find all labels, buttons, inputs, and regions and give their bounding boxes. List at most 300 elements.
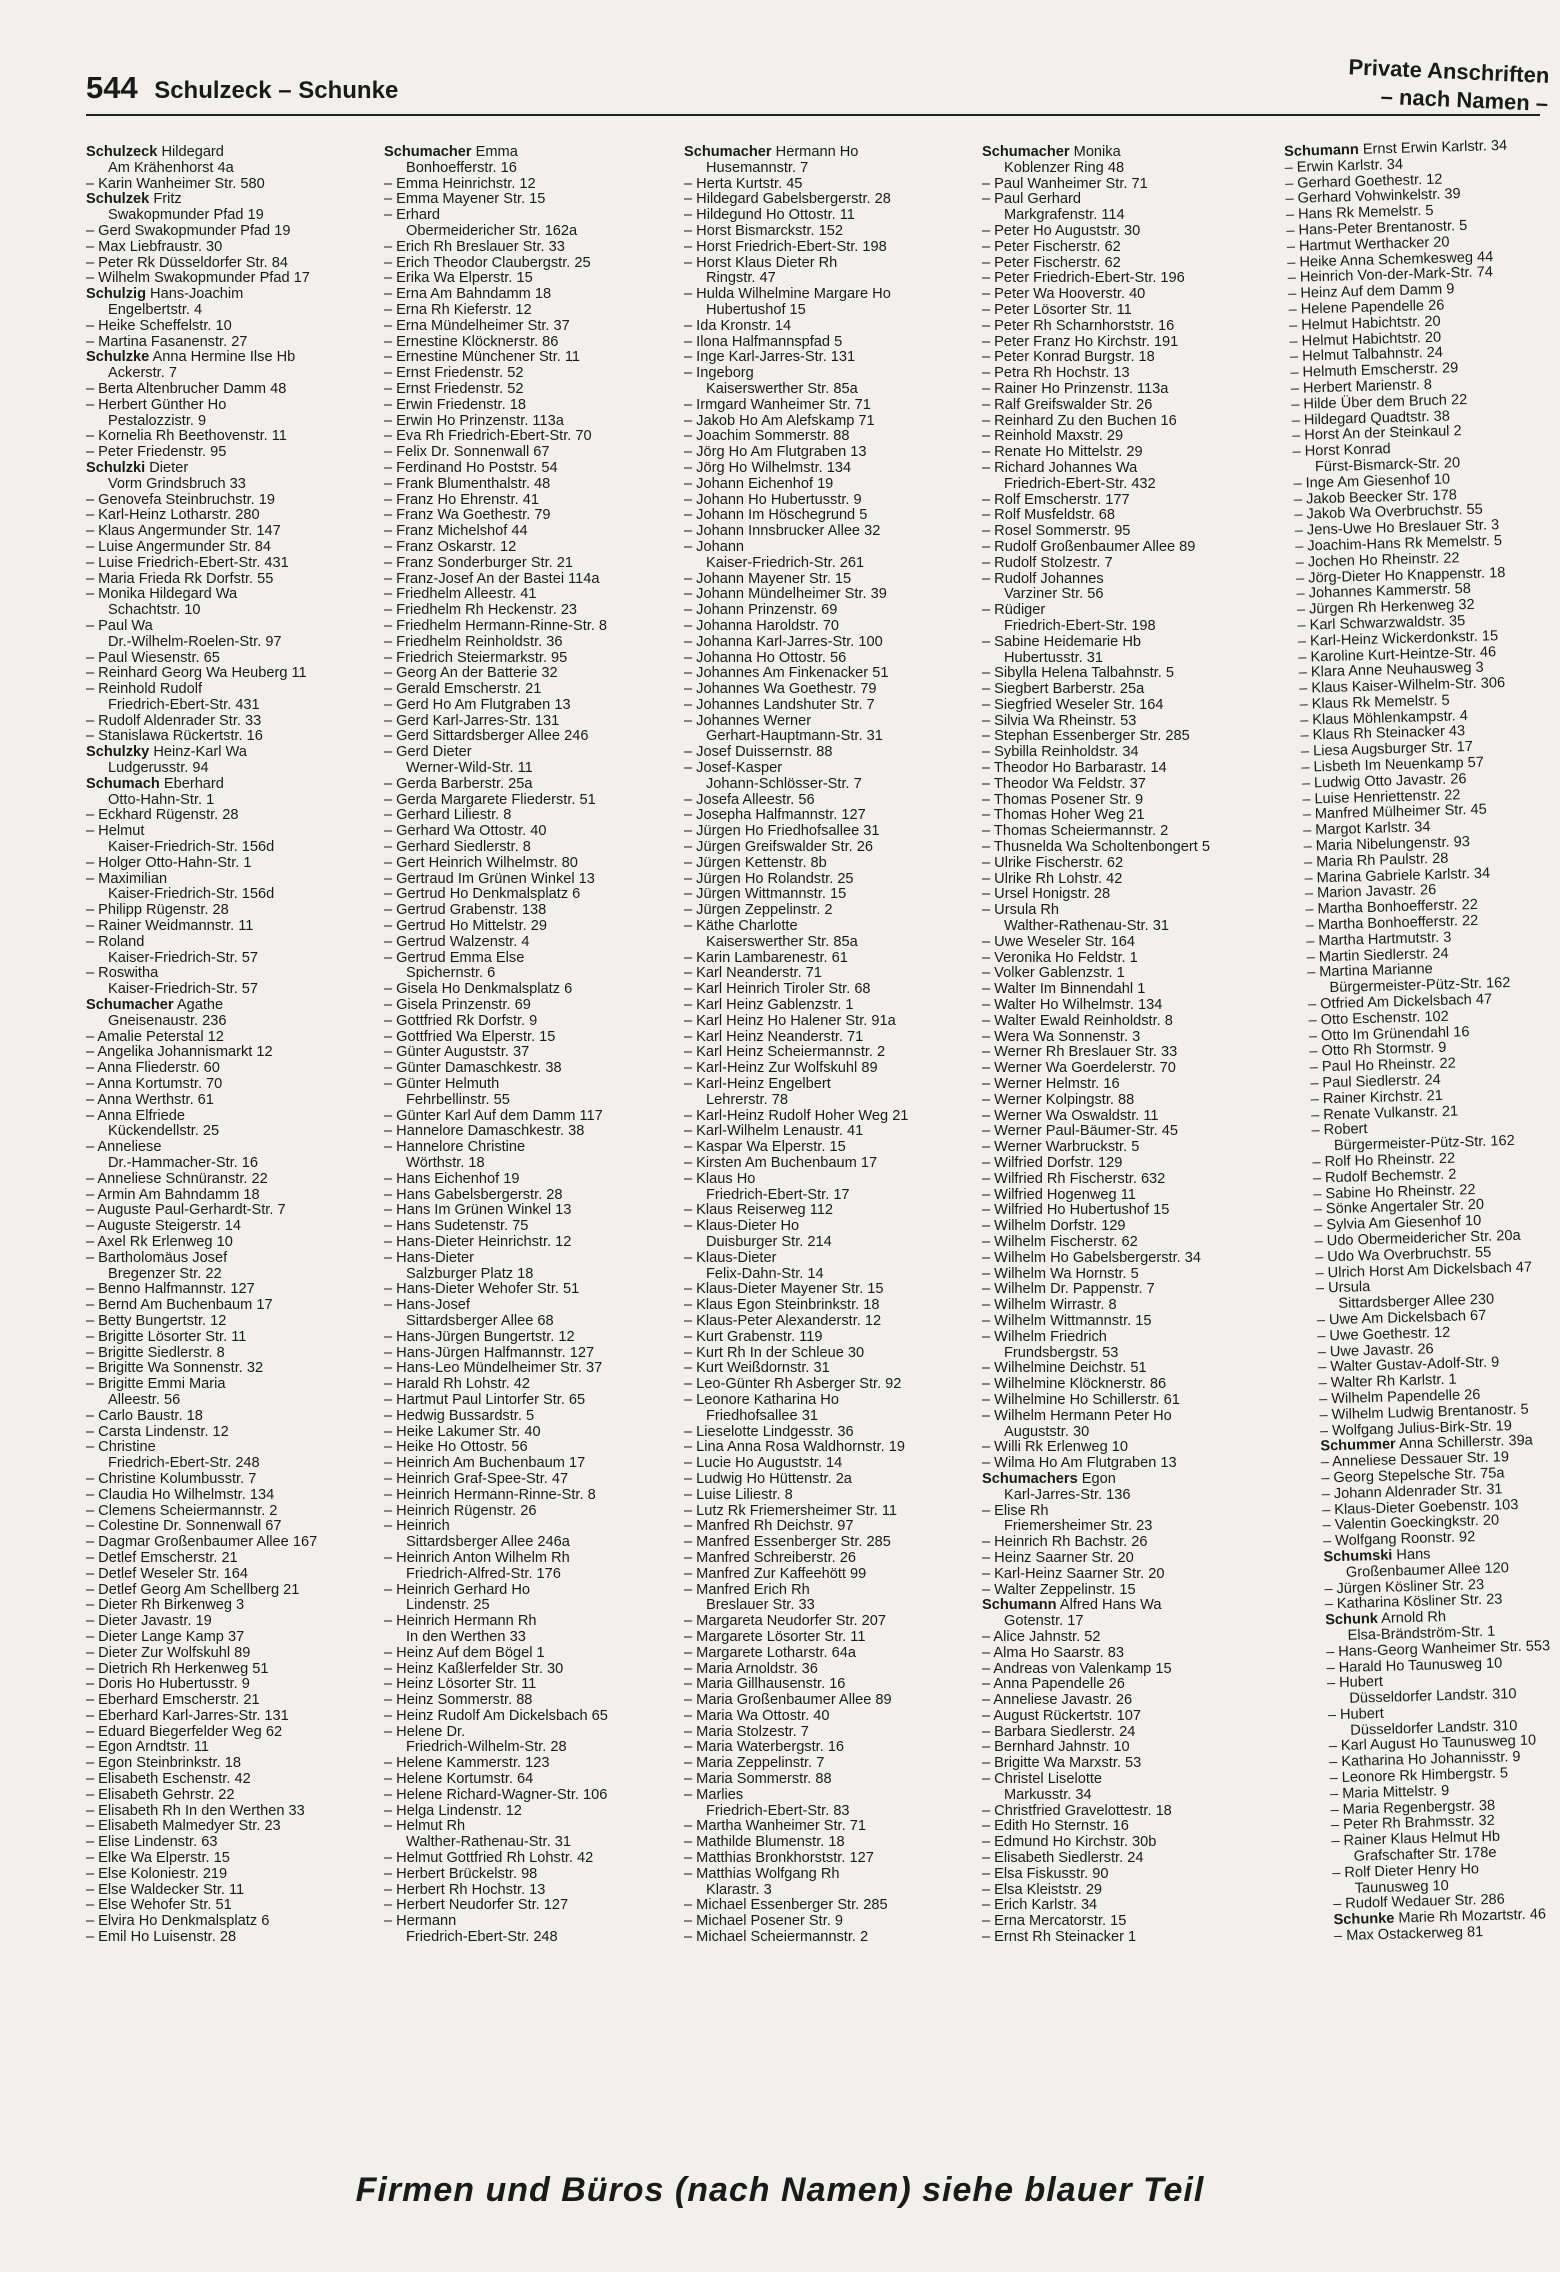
listing-entry: – Friedhelm Alleestr. 41 [384, 586, 537, 603]
listing-entry: – Karl-Wilhelm Lenaustr. 41 [684, 1123, 864, 1140]
listing-entry: – Sibylla Helena Talbahnstr. 5 [982, 665, 1175, 682]
listing-entry: – Walter Ho Wilhelmstr. 134 [982, 997, 1163, 1014]
listing-continuation: Am Krähenhorst 4a [108, 159, 234, 176]
listing-entry: – Margareta Neudorfer Str. 207 [684, 1613, 886, 1630]
listing-entry: – Wilhelm Fischerstr. 62 [982, 1233, 1138, 1250]
listing-entry: – Hans-Leo Mündelheimer Str. 37 [384, 1360, 603, 1377]
listing-entry: – Martha Wanheimer Str. 71 [684, 1818, 866, 1835]
listing-entry: – Stephan Essenberger Str. 285 [982, 728, 1190, 745]
listing-entry: – Rudolf Johannes [982, 570, 1104, 587]
listing-entry: – Heike Anna Schemkesweg 44 [1287, 248, 1494, 271]
listing-entry: – Hildegard Quadtstr. 38 [1291, 408, 1451, 429]
listing-entry: – Klaus-Dieter Mayener Str. 15 [684, 1281, 884, 1298]
listing-continuation: Engelbertstr. 4 [108, 301, 203, 318]
listing-entry: – Elvira Ho Denkmalsplatz 6 [86, 1913, 270, 1930]
listing-surname-entry: Schunk Arnold Rh [1324, 1609, 1447, 1629]
listing-entry: – Anneliese Dessauer Str. 19 [1320, 1449, 1510, 1471]
listing-entry: – Jakob Ho Am Alefskamp 71 [684, 412, 875, 429]
listing-entry: – Rolf Ho Rheinstr. 22 [1312, 1150, 1456, 1171]
listing-entry: – Benno Halfmannstr. 127 [86, 1281, 255, 1298]
listing-continuation: Ringstr. 47 [706, 270, 776, 287]
listing-entry: – Walter Rh Karlstr. 1 [1318, 1371, 1457, 1392]
listing-entry: – Erna Am Bahndamm 18 [384, 286, 552, 303]
listing-entry: – Emil Ho Luisenstr. 28 [86, 1929, 237, 1946]
listing-entry: – Johannes Landshuter Str. 7 [684, 696, 875, 713]
listing-entry: – Ralf Greifswalder Str. 26 [982, 396, 1153, 413]
listing-entry: – Karl-Heinz Lotharstr. 280 [86, 507, 260, 524]
listing-entry: – Otto Rh Stormstr. 9 [1309, 1040, 1447, 1061]
listing-entry: – Karl-Heinz Engelbert [684, 1076, 831, 1093]
listing-entry: – Johannes Wa Goethestr. 79 [684, 681, 877, 698]
listing-entry: – Joachim-Hans Rk Memelstr. 5 [1294, 532, 1503, 555]
listing-entry: – Josepha Halfmannstr. 127 [684, 807, 866, 824]
listing-entry: – Harald Ho Taunusweg 10 [1326, 1655, 1503, 1676]
listing-entry: – Peter Ho Auguststr. 30 [982, 222, 1141, 239]
listing-entry: – Hans-Georg Wanheimer Str. 553 [1325, 1637, 1551, 1661]
listing-continuation: Friemersheimer Str. 23 [1004, 1518, 1153, 1535]
surname: Schulzky [86, 744, 150, 761]
listing-entry: – Uwe Am Dickelsbach 67 [1316, 1307, 1487, 1329]
listing-entry: – Leo-Günter Rh Asberger Str. 92 [684, 1376, 902, 1393]
listing-entry: – Ida Kronstr. 14 [684, 317, 792, 334]
listing-entry: – Paul Wa [86, 617, 153, 634]
listing-surname-entry: Schumach Eberhard [86, 775, 224, 792]
listing-surname-entry: Schulzke Anna Hermine Ilse Hb [86, 349, 296, 366]
listing-entry: – Friedhelm Reinholdstr. 36 [384, 633, 563, 650]
listing-continuation: Spichernstr. 6 [406, 965, 496, 982]
listing-continuation: Dr.-Wilhelm-Roelen-Str. 97 [108, 633, 282, 650]
listing-entry: – Horst Klaus Dieter Rh [684, 254, 838, 271]
listing-continuation: Pestalozzistr. 9 [108, 412, 207, 429]
listing-entry: – Detlef Emscherstr. 21 [86, 1549, 238, 1566]
listing-entry: – Peter Konrad Burgstr. 18 [982, 349, 1155, 366]
listing-entry: – Helene Kortumstr. 64 [384, 1771, 534, 1788]
listing-entry: – Peter Rh Scharnhorststr. 16 [982, 317, 1175, 334]
listing-entry: – Barbara Siedlerstr. 24 [982, 1723, 1136, 1740]
listing-entry: – Alice Jahnstr. 52 [982, 1628, 1101, 1645]
listing-entry: – Reinhold Rudolf [86, 681, 203, 698]
listing-continuation: Kaiser-Friedrich-Str. 156d [108, 886, 275, 903]
listing-entry: – Elisabeth Rh In den Werthen 33 [86, 1802, 305, 1819]
listing-entry: – August Rückertstr. 107 [982, 1707, 1141, 1724]
surname: Schulzke [86, 349, 150, 366]
listing-entry: – Helga Lindenstr. 12 [384, 1802, 522, 1819]
listing-entry: – Reinhard Zu den Buchen 16 [982, 412, 1177, 429]
listing-entry: – Gerda Barberstr. 25a [384, 775, 533, 792]
listing-continuation: Kaiser-Friedrich-Str. 156d [108, 839, 275, 856]
listing-continuation: Obermeidericher Str. 162a [406, 222, 578, 239]
listing-entry: – Brigitte Emmi Maria [86, 1376, 226, 1393]
listing-entry: – Maria Frieda Rk Dorfstr. 55 [86, 570, 274, 587]
listing-continuation: Kückendellstr. 25 [108, 1123, 220, 1140]
listing-continuation: Fürst-Bismarck-Str. 20 [1314, 455, 1461, 476]
listing-entry: – Johann Aldenrader Str. 31 [1321, 1481, 1503, 1503]
listing-entry: – Peter Fischerstr. 62 [982, 254, 1121, 271]
listing-entry: – Robert [1311, 1121, 1368, 1140]
listing-entry: – Rainer Kirchstr. 21 [1310, 1087, 1444, 1108]
listing-entry: – Doris Ho Hubertusstr. 9 [86, 1676, 250, 1693]
listing-entry: – Gisela Ho Denkmalsplatz 6 [384, 981, 573, 998]
section-heading-line2: – nach Namen – [1380, 83, 1549, 116]
listing-entry: – Josefa Alleestr. 56 [684, 791, 815, 808]
listing-continuation: Friedrich-Ebert-Str. 198 [1004, 617, 1156, 634]
listing-entry: – Peter Friedenstr. 95 [86, 444, 227, 461]
listing-entry: – Helmut Talbahnstr. 24 [1289, 345, 1444, 366]
listing-entry: – Jürgen Ho Friedhofsallee 31 [684, 823, 880, 840]
listing-entry: – Elisabeth Gehrstr. 22 [86, 1786, 235, 1803]
listing-entry: – Manfred Schreiberstr. 26 [684, 1549, 856, 1566]
listing-entry: – Berta Altenbrucher Damm 48 [86, 380, 287, 397]
listing-continuation: Sittardsberger Allee 68 [406, 1312, 554, 1329]
listing-entry: – Ulrike Rh Lohstr. 42 [982, 870, 1123, 887]
listing-continuation: Johann-Schlösser-Str. 7 [706, 775, 862, 792]
listing-entry: – Jürgen Rh Herkenweg 32 [1296, 596, 1475, 618]
listing-entry: – Heinrich Rh Bachstr. 26 [982, 1534, 1148, 1551]
listing-surname-entry: Schumacher Emma [384, 144, 518, 160]
listing-entry: – Kirsten Am Buchenbaum 17 [684, 1155, 878, 1171]
listing-entry: – Hannelore Christine [384, 1139, 526, 1156]
listing-entry: – Dieter Zur Wolfskuhl 89 [86, 1644, 251, 1661]
listing-continuation: Dr.-Hammacher-Str. 16 [108, 1155, 259, 1171]
listing-continuation: Varziner Str. 56 [1004, 586, 1104, 603]
listing-entry: – Sabine Ho Rheinstr. 22 [1313, 1181, 1476, 1203]
footer-note: Firmen und Büros (nach Namen) siehe blauer Teil [355, 2171, 1205, 2209]
listing-entry: – Ingeborg [684, 365, 754, 382]
listing-entry: – Auguste Steigerstr. 14 [86, 1218, 241, 1235]
listing-entry: – Auguste Paul-Gerhardt-Str. 7 [86, 1202, 286, 1219]
listing-entry: – Ursel Honigstr. 28 [982, 886, 1111, 903]
listing-entry: – Luise Liliestr. 8 [684, 1486, 793, 1503]
listing-entry: – Rosel Sommerstr. 95 [982, 523, 1131, 540]
listing-continuation: Ludgerusstr. 94 [108, 760, 209, 777]
listing-entry: – Johanna Haroldstr. 70 [684, 617, 839, 634]
listing-entry: – Uwe Goethestr. 12 [1317, 1324, 1451, 1345]
listing-entry: – Alma Ho Saarstr. 83 [982, 1644, 1124, 1661]
listing-entry: – Ursula [1315, 1279, 1371, 1297]
listing-entry: – Detlef Weseler Str. 164 [86, 1565, 248, 1582]
listing-entry: – Horst Bismarckstr. 152 [684, 222, 843, 239]
listing-entry: – Lutz Rk Friemersheimer Str. 11 [684, 1502, 898, 1519]
listing-entry: – Ernestine Klöcknerstr. 86 [384, 333, 559, 350]
listing-continuation: Gotenstr. 17 [1004, 1613, 1084, 1630]
listing-entry: – Martina Fasanenstr. 27 [86, 333, 248, 350]
listing-entry: – Egon Arndtstr. 11 [86, 1739, 210, 1756]
listing-entry: – Amalie Peterstal 12 [86, 1028, 224, 1045]
listing-entry: – Manfred Essenberger Str. 285 [684, 1534, 891, 1551]
listing-continuation: Klarastr. 3 [706, 1881, 772, 1898]
listing-entry: – Wera Wa Sonnenstr. 3 [982, 1028, 1141, 1045]
listing-entry: – Klaus Rh Steinacker 43 [1300, 723, 1466, 745]
listing-entry: – Wilhelm Dr. Pappenstr. 7 [982, 1281, 1155, 1298]
listing-entry: – Luise Henriettenstr. 22 [1302, 787, 1461, 808]
listing-entry: – Heinz Kaßlerfelder Str. 30 [384, 1660, 564, 1677]
listing-entry: – Franz Oskarstr. 12 [384, 538, 517, 555]
surname: Schummer [1320, 1436, 1396, 1455]
listing-continuation: Karl-Jarres-Str. 136 [1004, 1486, 1131, 1503]
listing-entry: – Hermann [384, 1913, 457, 1930]
listing-entry: – Manfred Rh Deichstr. 97 [684, 1518, 854, 1535]
listing-entry: – Peter Wa Hooverstr. 40 [982, 286, 1146, 303]
listing-entry: – Rudolf Großenbaumer Allee 89 [982, 538, 1196, 555]
listing-surname-entry: Schumann Ernst Erwin Karlstr. 34 [1283, 137, 1508, 160]
listing-entry: – Paul Siedlerstr. 24 [1309, 1072, 1442, 1092]
listing-entry: – Herbert Neudorfer Str. 127 [384, 1897, 569, 1914]
listing-entry: – Erwin Karlstr. 34 [1284, 156, 1404, 176]
listing-entry: – Wilhelmine Klöcknerstr. 86 [982, 1376, 1167, 1393]
listing-entry: – Edith Ho Sternstr. 16 [982, 1818, 1129, 1835]
listing-entry: – Inge Karl-Jarres-Str. 131 [684, 349, 856, 366]
listing-continuation: Walther-Rathenau-Str. 31 [1004, 918, 1169, 935]
listing-entry: – Helmut [86, 823, 145, 840]
listing-entry: – Franz Michelshof 44 [384, 523, 528, 540]
listing-entry: – Edmund Ho Kirchstr. 30b [982, 1834, 1157, 1851]
listing-entry: – Carsta Lindenstr. 12 [86, 1423, 229, 1440]
surname: Schumacher [86, 997, 174, 1014]
listing-entry: – Helmut Habichtstr. 20 [1288, 313, 1441, 334]
listing-continuation: Swakopmunder Pfad 19 [108, 207, 264, 224]
listing-entry: – Jakob Wa Overbruchstr. 55 [1294, 501, 1483, 524]
listing-entry: – Gottfried Wa Elperstr. 15 [384, 1028, 556, 1045]
listing-entry: – Kurt Grabenstr. 119 [684, 1328, 823, 1345]
listing-entry: – Bernhard Jahnstr. 10 [982, 1739, 1130, 1756]
listing-continuation: Husemannstr. 7 [706, 159, 809, 176]
listing-entry: – Frank Blumenthalstr. 48 [384, 475, 551, 492]
listing-continuation: Otto-Hahn-Str. 1 [108, 791, 215, 808]
listing-entry: – Dieter Javastr. 19 [86, 1613, 212, 1630]
listing-continuation: Breslauer Str. 33 [706, 1597, 815, 1614]
listing-entry: – Klaus Möhlenkampstr. 4 [1299, 707, 1469, 729]
listing-entry: – Martha Hartmutstr. 3 [1306, 929, 1452, 950]
listing-entry: – Elisabeth Eschenstr. 42 [86, 1771, 251, 1788]
listing-entry: – Günter Auguststr. 37 [384, 1044, 530, 1061]
listing-entry: – Hedwig Bussardstr. 5 [384, 1407, 535, 1424]
listing-entry: – Bernd Am Buchenbaum 17 [86, 1297, 273, 1314]
listing-entry: – Dieter Lange Kamp 37 [86, 1628, 245, 1645]
listing-entry: – Egon Steinbrinkstr. 18 [86, 1755, 241, 1772]
listing-entry: – Johann Eichenhof 19 [684, 475, 834, 492]
listing-entry: – Maria Zeppelinstr. 7 [684, 1755, 825, 1772]
listing-entry: – Maria Mittelstr. 9 [1329, 1782, 1450, 1803]
section-heading [1347, 53, 1550, 118]
listing-entry: – Heinrich Am Buchenbaum 17 [384, 1455, 586, 1472]
listing-continuation: Gneisenaustr. 236 [108, 1012, 227, 1029]
listing-entry: – Holger Otto-Hahn-Str. 1 [86, 854, 252, 871]
listing-entry: – Georg An der Batterie 32 [384, 665, 558, 682]
listing-entry: – Horst Konrad [1292, 441, 1391, 461]
listing-entry: – Maria Großenbaumer Allee 89 [684, 1692, 892, 1709]
listing-entry: – Jürgen Kösliner Str. 23 [1324, 1576, 1485, 1597]
listing-entry: – Ferdinand Ho Poststr. 54 [384, 459, 558, 476]
listing-entry: – Josef Duissernstr. 88 [684, 744, 833, 761]
listing-entry: – Brigitte Wa Sonnenstr. 32 [86, 1360, 264, 1377]
listing-surname-entry: Schumann Alfred Hans Wa [982, 1597, 1162, 1614]
listing-entry: – Erna Rh Kieferstr. 12 [384, 301, 532, 318]
listing-entry: – Dagmar Großenbaumer Allee 167 [86, 1534, 318, 1551]
listing-entry: – Gertrud Ho Denkmalsplatz 6 [384, 886, 581, 903]
listing-entry: – Jörg Ho Wilhelmstr. 134 [684, 459, 852, 476]
column-5 [1284, 139, 1558, 1945]
listing-entry: – Kurt Weißdornstr. 31 [684, 1360, 830, 1377]
listing-continuation: Markgrafenstr. 114 [1004, 207, 1125, 224]
listing-entry: – Heinrich Gerhard Ho [384, 1581, 531, 1598]
listing-entry: – Brigitte Siedlerstr. 8 [86, 1344, 225, 1361]
listing-entry: – Karl Heinz Neanderstr. 71 [684, 1028, 864, 1045]
surname: Schumacher [384, 144, 472, 160]
listing-entry: – Johann Ho Hubertusstr. 9 [684, 491, 862, 508]
listing-entry: – Angelika Johannismarkt 12 [86, 1044, 273, 1061]
listing-entry: – Michael Scheiermannstr. 2 [684, 1929, 869, 1946]
listing-entry: – Wilma Ho Am Flutgraben 13 [982, 1455, 1177, 1472]
listing-continuation: Salzburger Platz 18 [406, 1265, 534, 1282]
surname: Schulzeck [86, 144, 158, 160]
listing-continuation: Bürgermeister-Pütz-Str. 162 [1333, 1133, 1516, 1155]
listing-surname-entry: Schumski Hans [1323, 1546, 1431, 1566]
listing-entry: – Else Koloniestr. 219 [86, 1865, 228, 1882]
listing-entry: – Gertrud Ho Mittelstr. 29 [384, 918, 548, 935]
listing-entry: – Gerd Ho Am Flutgraben 13 [384, 696, 571, 713]
listing-entry: – Dieter Rh Birkenweg 3 [86, 1597, 245, 1614]
listing-entry: – Heinz Rudolf Am Dickelsbach 65 [384, 1707, 608, 1724]
listing-entry: – Marlies [684, 1786, 744, 1803]
surname: Schulzek [86, 191, 150, 208]
listing-entry: – Maria Stolzestr. 7 [684, 1723, 809, 1740]
listing-entry: – Maria Rh Paulstr. 28 [1303, 850, 1449, 871]
listing-entry: – Margarete Lösorter Str. 11 [684, 1628, 866, 1645]
listing-entry: – Armin Am Bahndamm 18 [86, 1186, 260, 1203]
listing-surname-entry: Schunke Marie Rh Mozartstr. 46 [1333, 1906, 1547, 1929]
listing-entry: – Werner Helmstr. 16 [982, 1076, 1120, 1093]
listing-continuation: Alleestr. 56 [108, 1391, 181, 1408]
listing-entry: – Christfried Gravelottestr. 18 [982, 1802, 1172, 1819]
listing-entry: – Hans-Dieter Wehofer Str. 51 [384, 1281, 580, 1298]
listing-entry: – Erna Mercatorstr. 15 [982, 1913, 1127, 1930]
listing-entry: – Ernst Friedenstr. 52 [384, 365, 524, 382]
listing-entry: – Johann Mündelheimer Str. 39 [684, 586, 887, 603]
listing-entry: – Wilfried Hogenweg 11 [982, 1186, 1136, 1203]
listing-entry: – Peter Lösorter Str. 11 [982, 301, 1132, 318]
listing-entry: – Lina Anna Rosa Waldhornstr. 19 [684, 1439, 905, 1456]
listing-entry: – Heinrich [384, 1518, 450, 1535]
listing-entry: – Gertrud Grabenstr. 138 [384, 902, 547, 919]
listing-entry: – Werner Wa Oswaldstr. 11 [982, 1107, 1159, 1124]
listing-entry: – Siegfried Weseler Str. 164 [982, 696, 1164, 713]
listing-entry: – Helene Kammerstr. 123 [384, 1755, 550, 1772]
listing-entry: – Wilhelm Friedrich [982, 1328, 1107, 1345]
listing-continuation: Friedhofsallee 31 [706, 1407, 818, 1424]
listing-surname-entry: Schulzky Heinz-Karl Wa [86, 744, 247, 761]
listing-entry: – Klaus-Peter Alexanderstr. 12 [684, 1312, 882, 1329]
listing-continuation: Taunusweg 10 [1354, 1877, 1450, 1897]
listing-entry: – Klaus Rk Memelstr. 5 [1299, 692, 1450, 713]
listing-entry: – Karin Wanheimer Str. 580 [86, 175, 265, 192]
listing-entry: – Anneliese Schnüranstr. 22 [86, 1170, 268, 1187]
listing-entry: – Johannes Werner [684, 712, 812, 729]
listing-entry: – Christel Liselotte [982, 1771, 1103, 1788]
listing-continuation: Walther-Rathenau-Str. 31 [406, 1834, 571, 1851]
listing-entry: – Jörg-Dieter Ho Knappenstr. 18 [1295, 564, 1506, 587]
listing-continuation: Kaiser-Friedrich-Str. 57 [108, 981, 259, 998]
listing-entry: – Peter Franz Ho Kirchstr. 191 [982, 333, 1179, 350]
listing-entry: – Maria Regenbergstr. 38 [1330, 1797, 1496, 1819]
surname: Schulzig [86, 286, 146, 303]
listing-entry: – Rainer Ho Prinzenstr. 113a [982, 380, 1169, 397]
listing-entry: – Hans-Dieter [384, 1249, 475, 1266]
listing-entry: – Günter Damaschkestr. 38 [384, 1060, 562, 1077]
listing-entry: – Katharina Kösliner Str. 23 [1324, 1591, 1503, 1613]
listing-entry: – Erwin Ho Prinzenstr. 113a [384, 412, 564, 429]
listing-entry: – Otfried Am Dickelsbach 47 [1307, 991, 1493, 1013]
listing-entry: – Gert Heinrich Wilhelmstr. 80 [384, 854, 578, 871]
listing-entry: – Ernst Rh Steinacker 1 [982, 1929, 1137, 1946]
listing-entry: – Marina Gabriele Karlstr. 34 [1304, 865, 1491, 887]
listing-entry: – Anneliese [86, 1139, 162, 1156]
listing-continuation: Kaiser-Friedrich-Str. 261 [706, 554, 865, 571]
listing-entry: – Roland [86, 933, 145, 950]
listing-entry: – Thomas Posener Str. 9 [982, 791, 1144, 808]
listing-entry: – Heinrich Graf-Spee-Str. 47 [384, 1470, 569, 1487]
listing-entry: – Marion Javastr. 26 [1304, 882, 1437, 903]
listing-entry: – Rudolf Bechemstr. 2 [1312, 1166, 1457, 1187]
listing-entry: – Rolf Musfeldstr. 68 [982, 507, 1116, 524]
listing-entry: – Peter Rh Brahmsstr. 32 [1330, 1813, 1495, 1834]
listing-continuation: Friedrich-Ebert-Str. 248 [406, 1929, 558, 1946]
listing-entry: – Gerhard Goethestr. 12 [1284, 171, 1443, 192]
listing-entry: – Thusnelda Wa Scholtenbongert 5 [982, 839, 1210, 856]
listing-entry: – Wilhelmine Deichstr. 51 [982, 1360, 1147, 1377]
surname: Schulzki [86, 459, 146, 476]
listing-entry: – Herbert Günther Ho [86, 396, 227, 413]
listing-entry: – Eduard Biegerfelder Weg 62 [86, 1723, 283, 1740]
listing-entry: – Manfred Mülheimer Str. 45 [1302, 802, 1487, 824]
listing-entry: – Johanna Ho Ottostr. 56 [684, 649, 847, 666]
listing-entry: – Inge Am Giesenhof 10 [1293, 471, 1451, 492]
listing-entry: – Günter Helmuth [384, 1076, 500, 1093]
listing-entry: – Wilhelm Wa Hornstr. 5 [982, 1265, 1139, 1282]
listing-entry: – Elise Rh [982, 1502, 1049, 1519]
listing-entry: – Gisela Prinzenstr. 69 [384, 997, 531, 1014]
listing-entry: – Werner Warbruckstr. 5 [982, 1139, 1140, 1156]
listing-entry: – Jörg Ho Am Flutgraben 13 [684, 444, 867, 461]
listing-entry: – Hartmut Paul Lintorfer Str. 65 [384, 1391, 586, 1408]
listing-entry: – Joachim Sommerstr. 88 [684, 428, 850, 445]
listing-entry: – Heinz Lösorter Str. 11 [384, 1676, 537, 1693]
listing-entry: – Hans-Peter Brentanostr. 5 [1286, 217, 1468, 239]
listing-entry: – Eckhard Rügenstr. 28 [86, 807, 239, 824]
listing-entry: – Max Ostackerweg 81 [1333, 1924, 1484, 1945]
surname: Schumach [86, 775, 160, 792]
listing-entry: – Heinz Sommerstr. 88 [384, 1692, 533, 1709]
listing-entry: – Kornelia Rh Beethovenstr. 11 [86, 428, 287, 445]
listing-entry: – Maria Sommerstr. 88 [684, 1771, 832, 1788]
listing-entry: – Gerhard Siedlerstr. 8 [384, 839, 531, 856]
listing-entry: – Ulrich Horst Am Dickelsbach 47 [1315, 1259, 1533, 1282]
listing-entry: – Gottfried Rk Dorfstr. 9 [384, 1012, 538, 1029]
listing-continuation: Fehrbellinstr. 55 [406, 1091, 510, 1108]
listing-entry: – Otto Im Grünendahl 16 [1308, 1023, 1470, 1045]
listing-entry: – Johann Prinzenstr. 69 [684, 602, 838, 619]
listing-surname-entry: Schumachers Egon [982, 1470, 1116, 1487]
listing-continuation: Bonhoefferstr. 16 [406, 159, 517, 176]
listing-entry: – Franz-Josef An der Bastei 114a [384, 570, 600, 587]
listing-entry: – Gertrud Walzenstr. 4 [384, 933, 530, 950]
surname: Schunke [1333, 1910, 1395, 1929]
listing-entry: – Hannelore Damaschkestr. 38 [384, 1123, 585, 1140]
listing-entry: – Udo Obermeidericher Str. 20a [1314, 1227, 1521, 1250]
listing-continuation: Hubertushof 15 [706, 301, 806, 318]
listing-entry: – Erhard [384, 207, 440, 224]
listing-entry: – Karl-Heinz Wickerdonkstr. 15 [1297, 627, 1499, 650]
listing-entry: – Volker Gablenzstr. 1 [982, 965, 1125, 982]
